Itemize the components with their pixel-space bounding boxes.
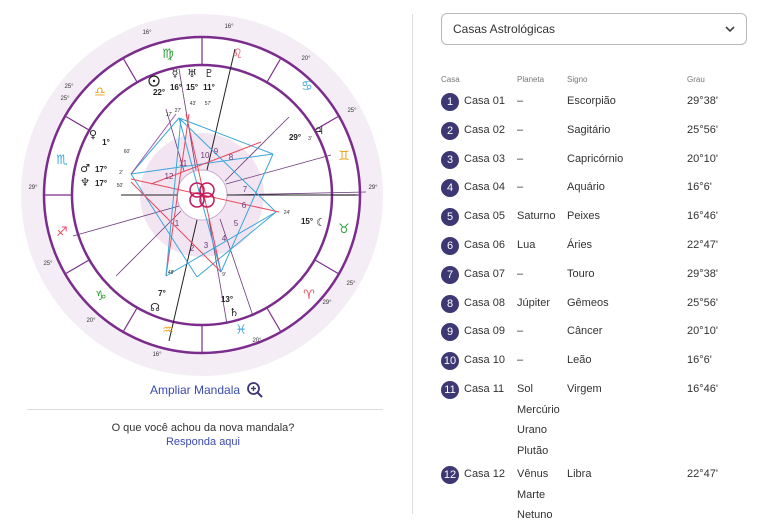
cancer-icon: ♋ xyxy=(301,79,313,94)
house-sign: Áries xyxy=(567,239,593,251)
house-sign: Peixes xyxy=(567,210,601,222)
svg-text:1°: 1° xyxy=(102,138,110,147)
mars-icon: ♂ xyxy=(80,162,90,175)
house-number-badge: 11 xyxy=(441,381,459,399)
svg-text:2': 2' xyxy=(119,170,123,176)
svg-text:60': 60' xyxy=(123,149,131,155)
svg-text:13°: 13° xyxy=(220,295,234,304)
svg-text:7: 7 xyxy=(242,185,248,194)
svg-text:25°: 25° xyxy=(43,261,53,267)
house-degree: 25°56' xyxy=(687,297,718,309)
house-planet: – xyxy=(517,153,524,165)
svg-text:24': 24' xyxy=(283,210,291,216)
pisces-icon: ♓ xyxy=(235,323,247,338)
sagittarius-icon: ♐ xyxy=(56,225,68,240)
house-degree: 22°47' xyxy=(687,468,718,480)
pluto-icon: ♇ xyxy=(204,67,214,80)
feedback-question: O que você achou da nova mandala? xyxy=(111,422,295,434)
saturn-icon: ♄ xyxy=(229,306,239,319)
house-degree: 16°46' xyxy=(687,383,718,395)
svg-text:16°: 16° xyxy=(224,24,234,30)
house-planet: – xyxy=(517,354,524,366)
house-name: Casa 12 xyxy=(464,468,505,480)
ampliar-mandala-link[interactable] xyxy=(150,381,264,399)
house-name: Casa 09 xyxy=(464,325,505,337)
virgo-icon: ♍ xyxy=(162,47,174,62)
aquarius-icon: ♒ xyxy=(162,323,174,338)
house-planet: Saturno xyxy=(517,210,556,222)
house-degree: 25°56' xyxy=(687,124,718,136)
house-number-badge: 10 xyxy=(441,352,459,370)
node-icon: ☊ xyxy=(150,301,160,314)
svg-text:11: 11 xyxy=(178,159,188,168)
svg-text:17°: 17° xyxy=(94,165,108,174)
svg-text:12: 12 xyxy=(164,172,174,181)
house-name: Casa 03 xyxy=(464,153,505,165)
house-sign: Virgem xyxy=(567,383,602,395)
house-sign: Leão xyxy=(567,354,592,366)
scorpio-icon: ♏ xyxy=(56,153,68,168)
taurus-icon: ♉ xyxy=(338,222,350,237)
house-name: Casa 05 xyxy=(464,210,505,222)
house-sign: Escorpião xyxy=(567,95,616,107)
house-name: Casa 11 xyxy=(464,383,505,395)
svg-text:29°: 29° xyxy=(288,133,302,142)
svg-text:25°: 25° xyxy=(60,96,70,102)
chevron-down-icon xyxy=(724,23,736,35)
house-planet: – xyxy=(517,95,524,107)
svg-text:15°: 15° xyxy=(185,83,199,92)
astrology-wheel-svg xyxy=(21,14,383,376)
house-planet: Sol Mercúrio Urano Plutão xyxy=(517,383,560,457)
svg-text:17°: 17° xyxy=(94,179,108,188)
astrology-wheel[interactable] xyxy=(21,14,383,376)
svg-text:25°: 25° xyxy=(346,281,356,287)
house-name: Casa 02 xyxy=(464,124,505,136)
header-signo: Signo xyxy=(567,75,588,84)
neptune-icon: ♆ xyxy=(80,176,90,189)
svg-text:5: 5 xyxy=(233,219,239,228)
house-number-badge: 2 xyxy=(441,122,459,140)
libra-icon: ♎ xyxy=(94,85,106,100)
feedback-link[interactable]: Responda aqui xyxy=(165,436,240,448)
svg-text:57': 57' xyxy=(204,101,212,107)
house-sign: Touro xyxy=(567,268,595,280)
gemini-icon: ♊ xyxy=(338,149,350,164)
svg-text:9: 9 xyxy=(213,147,219,156)
house-degree: 29°38' xyxy=(687,95,718,107)
svg-text:50': 50' xyxy=(116,183,124,189)
house-sign: Sagitário xyxy=(567,124,611,136)
leo-icon: ♌ xyxy=(231,47,243,62)
mercury-icon: ☿ xyxy=(171,67,179,80)
svg-text:16°: 16° xyxy=(142,30,152,36)
house-degree: 20°10' xyxy=(687,325,718,337)
svg-text:29°: 29° xyxy=(322,300,332,306)
svg-text:29°: 29° xyxy=(368,185,378,191)
aries-icon: ♈ xyxy=(303,288,315,303)
zoom-in-icon xyxy=(246,381,264,399)
moon-icon: ☾ xyxy=(316,216,326,229)
house-degree: 22°47' xyxy=(687,239,718,251)
house-name: Casa 07 xyxy=(464,268,505,280)
svg-text:3': 3' xyxy=(308,136,312,142)
house-sign: Gêmeos xyxy=(567,297,609,309)
svg-text:11°: 11° xyxy=(203,83,215,92)
svg-text:3: 3 xyxy=(203,241,209,250)
svg-text:10: 10 xyxy=(200,151,210,160)
svg-text:8: 8 xyxy=(228,153,234,162)
house-degree: 16°6' xyxy=(687,181,712,193)
house-degree: 16°6' xyxy=(687,354,712,366)
svg-text:16°: 16° xyxy=(152,352,162,358)
svg-text:2: 2 xyxy=(189,244,195,253)
house-name: Casa 08 xyxy=(464,297,505,309)
feedback-section xyxy=(0,422,406,448)
house-number-badge: 8 xyxy=(441,295,459,313)
venus-icon: ♀ xyxy=(88,128,98,141)
house-degree: 29°38' xyxy=(687,268,718,280)
svg-text:20°: 20° xyxy=(252,338,262,344)
house-degree: 20°10' xyxy=(687,153,718,165)
house-planet: – xyxy=(517,268,524,280)
house-planet: – xyxy=(517,124,524,136)
house-planet: Lua xyxy=(517,239,536,251)
svg-text:16°: 16° xyxy=(169,83,183,92)
svg-text:7°: 7° xyxy=(158,289,166,298)
house-planet: Júpiter xyxy=(517,297,551,309)
svg-text:6: 6 xyxy=(241,201,247,210)
svg-text:29°: 29° xyxy=(28,185,38,191)
house-planet: – xyxy=(517,325,524,337)
svg-text:17': 17' xyxy=(165,112,173,118)
house-name: Casa 06 xyxy=(464,239,505,251)
house-planet: Vênus Marte Netuno xyxy=(517,468,553,521)
svg-text:1: 1 xyxy=(174,219,180,228)
ampliar-label: Ampliar Mandala xyxy=(150,383,241,397)
uranus-icon: ♅ xyxy=(187,67,197,80)
svg-text:27': 27' xyxy=(174,108,182,114)
svg-text:15°: 15° xyxy=(300,217,314,226)
svg-text:25°: 25° xyxy=(64,84,74,90)
house-number-badge: 7 xyxy=(441,266,459,284)
house-sign: Câncer xyxy=(567,325,603,337)
house-number-badge: 1 xyxy=(441,93,459,111)
house-sign: Capricórnio xyxy=(567,153,624,165)
svg-text:4: 4 xyxy=(221,234,227,243)
house-name: Casa 04 xyxy=(464,181,505,193)
jupiter-icon: ♃ xyxy=(314,124,324,137)
house-degree: 16°46' xyxy=(687,210,718,222)
svg-text:20°: 20° xyxy=(86,318,96,324)
house-name: Casa 01 xyxy=(464,95,505,107)
header-grau: Grau xyxy=(687,75,705,84)
svg-text:48': 48' xyxy=(167,270,175,276)
house-number-badge: 9 xyxy=(441,323,459,341)
house-sign: Libra xyxy=(567,468,592,480)
svg-text:9': 9' xyxy=(222,272,226,278)
left-divider xyxy=(27,409,383,410)
houses-select[interactable] xyxy=(441,13,747,45)
house-number-badge: 6 xyxy=(441,237,459,255)
house-name: Casa 10 xyxy=(464,354,505,366)
svg-text:25°: 25° xyxy=(347,108,357,114)
house-number-badge: 12 xyxy=(441,466,459,484)
vertical-divider xyxy=(412,14,413,514)
capricorn-icon: ♑ xyxy=(95,289,107,304)
house-number-badge: 5 xyxy=(441,208,459,226)
svg-text:22°: 22° xyxy=(152,88,166,97)
houses-select-value: Casas Astrológicas xyxy=(453,22,556,36)
svg-text:20°: 20° xyxy=(301,56,311,62)
svg-text:43': 43' xyxy=(189,101,197,107)
house-planet: – xyxy=(517,181,524,193)
header-casa: Casa xyxy=(441,75,460,84)
house-number-badge: 4 xyxy=(441,179,459,197)
house-sign: Aquário xyxy=(567,181,605,193)
header-planeta: Planeta xyxy=(517,75,545,84)
house-number-badge: 3 xyxy=(441,151,459,169)
